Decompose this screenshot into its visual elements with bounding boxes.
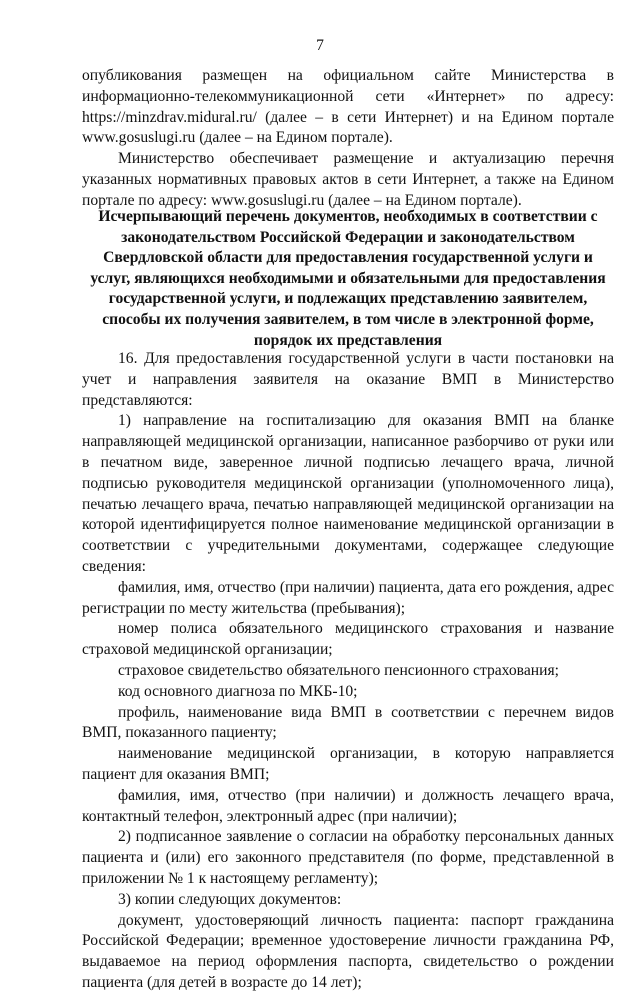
paragraph: 16. Для предоставления государственной услуги в части постановки на учет и направления заявителя на оказание ВМП в Министерство представляются: (82, 350, 614, 409)
section-heading: Исчерпывающий перечень документов, необходимых в соответствии с законодательством Российской Федерации и законодательством Свердловской области для предоставления государственной услуги и услуг, являющихся необходимыми и обязательными для предоставления государственной услуги, и подлежащих представлению заявителем, способы их получения заявителем, в том числе в электронной форме, порядок их представления (90, 208, 606, 349)
section-body (82, 349, 614, 994)
list-item: фамилия, имя, отчество (при наличии) пациента, дата его рождения, адрес регистрации по месту жительства (пребывания); (82, 578, 614, 617)
list-item: документ, удостоверяющий личность пациента: паспорт гражданина Российской Федерации; временное удостоверение личности гражданина РФ, выдаваемое на период оформления паспорта, свидетельство о рождении пациента (для детей в возрасте до 14 лет); (82, 911, 614, 991)
list-item: профиль, наименование вида ВМП в соответствии с перечнем видов ВМП, показанного пациенту; (82, 703, 614, 742)
list-item: 3) копии следующих документов: (118, 890, 342, 908)
intro-block (82, 66, 614, 212)
list-item: страховое свидетельство обязательного пенсионного страхования; (118, 661, 559, 679)
list-item: номер полиса обязательного медицинского страхования и название страховой медицинской организации; (82, 620, 614, 659)
page-number: 7 (316, 37, 324, 54)
intro-paragraph: опубликования размещен на официальном сайте Министерства в информационно-телекоммуникационной сети «Интернет» по адресу: https://minzdrav.midural.ru/ (далее – в сети Интернет) и на Едином портале www.gosuslugi.ru (далее – на Едином портале). (82, 67, 614, 147)
list-item: 2) подписанное заявление о согласии на обработку персональных данных пациента и (или) его законного представителя (по форме, представленной в приложении № 1 к настоящему регламенту); (82, 828, 614, 887)
list-item: 1) направление на госпитализацию для оказания ВМП на бланке направляющей медицинской организации, написанное разборчиво от руки или в печатном виде, заверенное личной подписью лечащего врача, личной подписью руководителя медицинской организации (уполномоченного лица), печатью лечащего врача, печатью направляющей медицинской организации на которой идентифицируется полное наименование медицинской организации в соответствии с учредительными документами, содержащее следующие сведения: (82, 412, 614, 575)
intro-paragraph: Министерство обеспечивает размещение и актуализацию перечня указанных нормативных правовых актов в сети Интернет, а также на Едином портале по адресу: www.gosuslugi.ru (далее – на Едином портале). (82, 150, 614, 209)
list-item: фамилия, имя, отчество (при наличии) и должность лечащего врача, контактный телефон, электронный адрес (при наличии); (82, 786, 614, 825)
list-item: наименование медицинской организации, в которую направляется пациент для оказания ВМП; (82, 745, 614, 783)
list-item: код основного диагноза по МКБ-10; (118, 682, 358, 700)
